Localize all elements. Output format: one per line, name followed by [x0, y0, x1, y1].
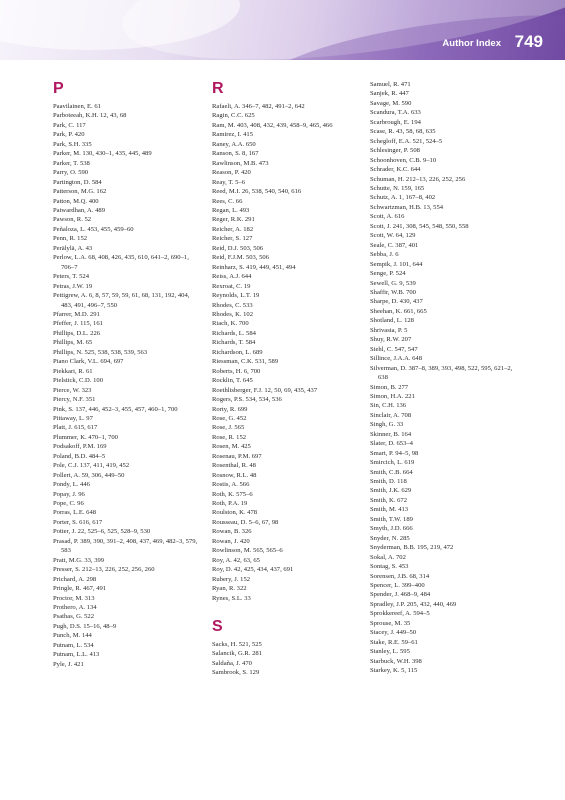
index-entry: Pratt, M.G. 33, 399: [53, 556, 105, 564]
index-entry: Stanley, L. 595: [370, 648, 410, 656]
index-entry: Smith, M. 413: [370, 506, 409, 514]
index-entry: Petras, J.W. 19: [53, 282, 93, 290]
index-entry: Platt, J. 615, 617: [53, 424, 98, 432]
index-entry: Schutte, N. 159, 165: [370, 184, 425, 192]
index-entry: Park, S.H. 335: [53, 140, 92, 148]
index-entry: Popay, J. 96: [53, 490, 85, 498]
section-letter: P: [53, 80, 64, 97]
index-entry: Spradley, J.P. 205, 432, 440, 469: [370, 600, 457, 608]
index-entry: Silverman, D. 387–8, 389, 393, 498, 522, 595, 621–2, 638: [370, 364, 513, 382]
index-entry: Partington, D. 584: [53, 178, 102, 186]
index-entry: Scott, W. 64, 129: [370, 232, 416, 240]
index-entry: Pope, C. 96: [53, 500, 84, 508]
index-entry: Peters, T. 524: [53, 273, 90, 281]
index-entry: Sharpe, D. 430, 437: [370, 298, 423, 306]
index-entry: Pettigrew, A. 6, 8, 57, 59, 59, 61, 68, 131, 192, 404, 483, 491, 496–7, 550: [53, 292, 190, 309]
index-entry: Perälylä, A. 43: [53, 244, 93, 252]
index-entry: Ramirez, I. 415: [212, 131, 254, 139]
index-entry: Podsakoff, P.M. 169: [53, 443, 107, 451]
index-entry: Rorty, R. 699: [212, 405, 248, 413]
index-entry: Pittaway, L. 97: [53, 414, 93, 422]
index-entry: Schrader, K.C. 644: [370, 166, 421, 174]
index-entry: Park, P. 420: [53, 131, 85, 139]
index-entry: Shotland, L. 128: [370, 317, 414, 325]
index-entry: Reicher, S. 127: [212, 235, 253, 243]
index-entry: Roethlisberger, F.J. 12, 50, 69, 435, 437: [212, 386, 318, 394]
index-entry: Smith, J.K. 629: [370, 487, 412, 495]
index-entry: Sempik, J. 101, 644: [370, 260, 423, 268]
index-entry: Reger, R.K. 291: [212, 216, 255, 224]
index-entry: Reid, D.J. 503, 506: [212, 244, 264, 252]
index-entry: Smart, P. 94–5, 98: [370, 449, 419, 457]
header-banner: [0, 0, 565, 60]
index-entry: Paavilainen, E. 61: [53, 103, 101, 110]
index-entry: Psathas, G. 522: [53, 613, 95, 621]
index-entry: Scarbrough, E. 194: [370, 118, 421, 126]
index-column-2: [212, 80, 357, 678]
index-entry: Piekkari, R. 61: [53, 367, 93, 375]
index-entry: Rosenthal, R. 48: [212, 462, 256, 470]
index-entry: Pole, C.J. 137, 411, 419, 452: [53, 462, 130, 470]
index-entry: Raney, A.A. 650: [212, 140, 256, 148]
index-entry: Pyle, J. 421: [53, 660, 84, 668]
index-entry: Rose, R. 152: [212, 433, 247, 441]
index-entry: Rowlinson, M. 565, 565–6: [212, 547, 283, 555]
index-entry: Pringle, R. 467, 491: [53, 585, 107, 593]
index-entry: Peñaloza, L. 453, 455, 459–60: [53, 225, 134, 233]
index-entry: Slater, D. 653–4: [370, 440, 413, 448]
index-entry: Rexroat, C. 19: [212, 282, 251, 290]
index-entry: Sillince, J.A.A. 648: [370, 355, 423, 363]
index-entry: Roy, A. 42, 63, 65: [212, 556, 260, 564]
index-entry: Shrivasta, P. 5: [370, 326, 408, 334]
index-entry: Phillips, M. 65: [53, 339, 93, 347]
index-entry: Perlow, L.A. 68, 408, 426, 435, 610, 641–2, 690–1, 706–7: [53, 254, 189, 271]
index-entry: Reiss, A.J. 644: [212, 273, 252, 281]
index-entry: Schoonhoven, C.B. 9–10: [370, 156, 437, 164]
index-entry: Putnam, L.L. 413: [53, 651, 100, 659]
index-entry: Simon, B. 277: [370, 383, 409, 391]
index-entry: Reinharz, S. 419, 449, 451, 494: [212, 263, 296, 271]
index-entry: Smyth, J.D. 666: [370, 525, 413, 533]
index-entry: Schutz, A. 1, 167–8, 402: [370, 194, 436, 202]
index-entry: Rees, C. 66: [212, 197, 243, 205]
index-entry: Singh, G. 33: [370, 421, 404, 429]
index-entry: Sorensen, J.B. 68, 314: [370, 572, 430, 580]
index-entry: Pielstick, C.D. 100: [53, 377, 104, 385]
index-entry: Ram, M. 403, 408, 432, 439, 458–9, 465, 466: [212, 121, 333, 129]
index-entry: Scott, J. 241, 308, 545, 548, 550, 558: [370, 222, 469, 230]
index-entry: Roberts, H. 6, 700: [212, 367, 261, 375]
index-entry: Pfeffer, J. 115, 161: [53, 320, 103, 328]
index-entry: Stake, R.E. 59–61: [370, 638, 418, 646]
index-entry: Rawlinson, M.B. 473: [212, 159, 269, 167]
index-entry: Riach, K. 700: [212, 320, 249, 328]
index-entry: Roth, K. 575–6: [212, 490, 253, 498]
index-entry: Ryan, R. 322: [212, 585, 247, 593]
index-entry: Siehl, C. 547, 547: [370, 345, 418, 353]
index-entry: Parker, T. 538: [53, 159, 90, 167]
index-entry: Porras, L.E. 648: [53, 509, 97, 517]
index-entry: Roy, D. 42, 425, 434, 437, 691: [212, 566, 294, 574]
index-entry: Rosen, M. 425: [212, 443, 251, 451]
index-entry: Richards, T. 584: [212, 339, 256, 347]
index-entry: Rafaeli, A. 346–7, 482, 491–2, 642: [212, 103, 305, 110]
index-entry: Poland, B.D. 484–5: [53, 452, 106, 460]
index-entry: Pondy, L. 446: [53, 481, 90, 489]
index-entry: Schlesinger, P. 508: [370, 147, 420, 155]
index-entry: Putnam, L. 534: [53, 641, 94, 649]
index-entry: Sontag, S. 453: [370, 563, 409, 571]
index-entry: Sambrook, S. 129: [212, 669, 260, 677]
index-entry: Rowan, J. 420: [212, 537, 250, 545]
index-entry: Schwartzman, H.B. 13, 554: [370, 203, 444, 211]
index-entry: Skinner, B. 164: [370, 430, 412, 438]
index-entry: Savage, M. 590: [370, 99, 412, 107]
index-entry: Prichard, A. 298: [53, 575, 97, 583]
index-entry: Phillips, D.L. 226: [53, 329, 101, 337]
index-entry: Phillips, N. 525, 538, 538, 539, 563: [53, 348, 148, 356]
index-entry: Scase, R. 43, 58, 68, 635: [370, 128, 436, 136]
index-entry: Piano Clark, V.L. 694, 697: [53, 358, 124, 366]
index-entry: Punch, M. 144: [53, 632, 92, 640]
index-entry: Rosnow, R.L. 48: [212, 471, 257, 479]
index-entry: Reynolds, L.T. 19: [212, 292, 260, 300]
index-entry: Regan, L. 493: [212, 206, 250, 214]
index-entry: Roth, P.A. 19: [212, 500, 248, 508]
index-entry: Parker, M. 130, 430–1, 435, 445, 489: [53, 150, 152, 158]
index-entry: Rosenau, P.M. 697: [212, 452, 262, 460]
index-entry: Rose, J. 565: [212, 424, 245, 432]
index-entry: Simon, H.A. 221: [370, 392, 415, 400]
index-column-1: [53, 80, 198, 669]
index-entry: Pierce, W. 323: [53, 386, 92, 394]
index-entry: Rubery, J. 152: [212, 575, 251, 583]
index-entry: Patterson, M.G. 162: [53, 188, 107, 196]
index-entry: Richardson, L. 689: [212, 348, 263, 356]
index-entry: Patwardhan, A. 489: [53, 206, 106, 214]
index-entry: Reed, M.I. 26, 538, 540, 540, 616: [212, 188, 302, 196]
index-entry: Rose, G. 452: [212, 414, 247, 422]
index-entry: Rousseau, D. 5–6, 67, 98: [212, 518, 279, 526]
index-entry: Reason, P. 420: [212, 169, 251, 177]
index-entry: Park, C. 117: [53, 121, 86, 129]
index-entry: Samuel, R. 471: [370, 81, 411, 88]
index-entry: Rostis, A. 566: [212, 481, 250, 489]
index-entry: Patton, M.Q. 400: [53, 197, 99, 205]
index-entry: Penn, R. 152: [53, 235, 88, 243]
index-entry: Sprokkereef, A. 594–5: [370, 610, 430, 618]
index-entry: Rogers, P.S. 534, 534, 536: [212, 396, 282, 404]
index-entry: Saldaña, J. 470: [212, 659, 252, 667]
index-entry: Sanjek, R. 447: [370, 90, 409, 98]
index-entry: Senge, P. 524: [370, 270, 406, 278]
index-entry: Starbuck, W.H. 398: [370, 657, 422, 665]
index-entry: Shaffir, W.B. 700: [370, 288, 416, 296]
index-entry: Richards, L. 584: [212, 329, 256, 337]
index-entry: Smith, D. 118: [370, 478, 407, 486]
index-entry: Salancik, G.R. 281: [212, 650, 262, 658]
index-entry: Scott, A. 616: [370, 213, 405, 221]
index-entry: Reid, F.J.M. 503, 506: [212, 254, 269, 262]
index-entry: Rowan, B. 326: [212, 528, 252, 536]
index-entry: Plummer, K. 470–1, 700: [53, 433, 118, 441]
index-entry: Sacks, H. 521, 525: [212, 641, 262, 649]
index-entry: Prasad, P. 389, 390, 391–2, 408, 437, 469, 482–3, 579, 583: [53, 537, 198, 555]
index-entry: Porter, S. 616, 617: [53, 518, 103, 526]
index-entry: Schuman, H. 212–13, 226, 252, 256: [370, 175, 466, 183]
index-entry: Sprouse, M. 35: [370, 619, 411, 627]
index-entry: Ragin, C.C. 625: [212, 112, 255, 120]
index-entry: Pugh, D.S. 15–16, 48–9: [53, 622, 117, 630]
index-entry: Pink, S. 137, 446, 452–3, 455, 457, 460–1, 700: [53, 405, 178, 413]
index-entry: Seale, C. 387, 401: [370, 241, 419, 249]
running-title: Author Index: [442, 38, 501, 49]
index-entry: Starkey, K. 5, 115: [370, 667, 418, 675]
index-entry: Parry, O. 590: [53, 169, 89, 177]
index-entry: Rynes, S.L. 33: [212, 594, 251, 602]
index-entry: Proctor, M. 313: [53, 594, 95, 602]
index-entry: Pawson, R. 52: [53, 216, 92, 224]
index-entry: Ranson, S. 8, 167: [212, 150, 259, 158]
index-entry: Reay, T. 5–6: [212, 178, 246, 186]
index-entry: Sewell, G. 9, 539: [370, 279, 416, 287]
page-number: 749: [514, 32, 543, 51]
index-entry: Sin, C.H. 136: [370, 402, 407, 410]
index-entry: Smith, T.W. 189: [370, 515, 413, 523]
index-entry: Stacey, J. 449–50: [370, 629, 417, 637]
index-entry: Presser, S. 212–13, 226, 252, 256, 260: [53, 566, 155, 574]
index-entry: Schegloff, E.A. 521, 524–5: [370, 137, 443, 145]
index-entry: Sebba, J. 6: [370, 251, 399, 259]
index-entry: Piercy, N.F. 351: [53, 396, 96, 404]
index-column-3: [370, 80, 520, 676]
index-entry: Rocklin, T. 645: [212, 377, 253, 385]
index-entry: Parboteeah, K.H. 12, 43, 68: [53, 112, 127, 120]
index-entry: Potter, J. 22, 525–6, 525, 528–9, 530: [53, 528, 151, 536]
index-entry: Snyder, N. 285: [370, 534, 410, 542]
index-entry: Sinclair, A. 708: [370, 411, 412, 419]
section-letter: S: [212, 618, 223, 636]
section-letter: R: [212, 80, 224, 97]
index-entry: Reicher, A. 182: [212, 225, 254, 233]
index-entry: Snyderman, B.B. 195, 219, 472: [370, 544, 454, 552]
index-entry: Smith, C.B. 664: [370, 468, 413, 476]
index-entry: Smith, K. 672: [370, 496, 408, 504]
index-entry: Spender, J. 468–9, 484: [370, 591, 431, 599]
index-entry: Spencer, L. 399–400: [370, 582, 425, 590]
index-entry: Rhodes, C. 533: [212, 301, 253, 309]
section-gap: [212, 603, 357, 618]
index-entry: Scandura, T.A. 633: [370, 109, 421, 117]
index-entry: Prothero, A. 134: [53, 604, 97, 612]
index-entry: Pollert, A. 59, 306, 449–50: [53, 471, 125, 479]
index-entry: Pfarrer, M.D. 291: [53, 310, 100, 318]
index-entry: Riessman, C.K. 531, 589: [212, 358, 279, 366]
index-entry: Rhodes, K. 102: [212, 310, 254, 318]
index-entry: Sokal, A. 702: [370, 553, 406, 561]
index-entry: Roulston, K. 478: [212, 509, 258, 517]
index-entry: Sheehan, K. 661, 665: [370, 307, 427, 315]
index-entry: Shuy, R.W. 207: [370, 336, 412, 344]
index-entry: Smircich, L. 619: [370, 459, 415, 467]
